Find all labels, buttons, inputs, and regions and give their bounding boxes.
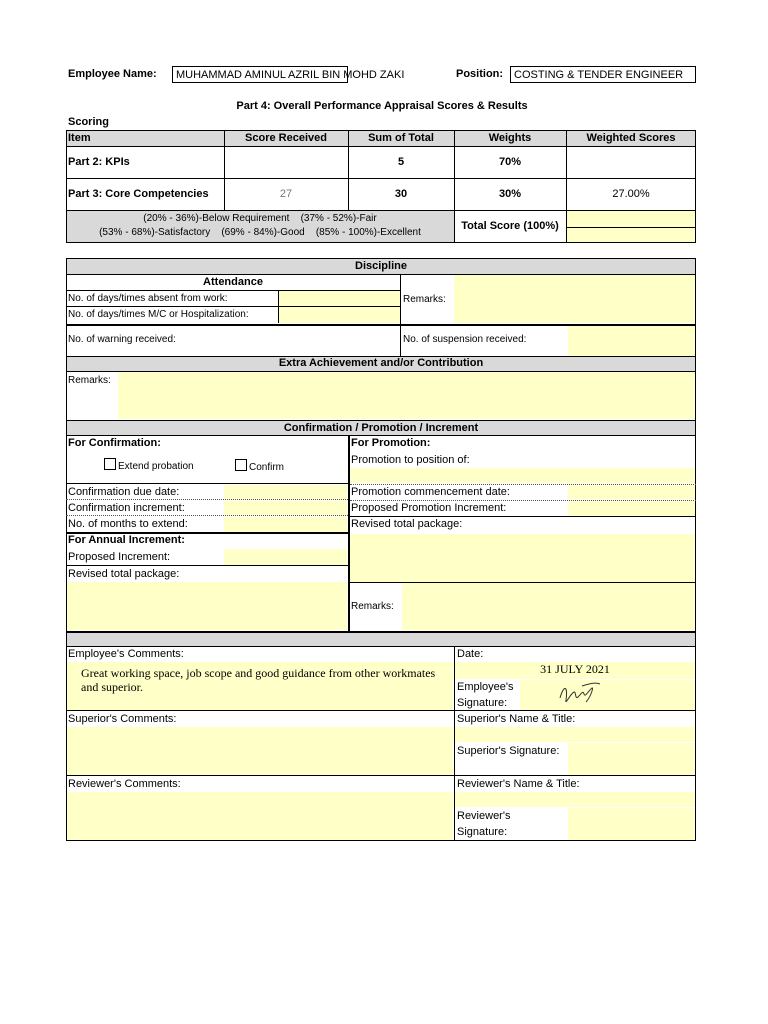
absent-label: No. of days/times absent from work:: [68, 293, 228, 304]
revised-total-right-input[interactable]: [350, 534, 695, 582]
row-core-item: Part 3: Core Competencies: [68, 188, 209, 200]
employee-name-field[interactable]: MUHAMMAD AMINUL AZRIL BIN MOHD ZAKI: [172, 66, 348, 83]
attendance-title: Attendance: [203, 276, 263, 288]
employee-signature-label-2: Signature:: [457, 697, 508, 709]
reviewer-comments-label: Reviewer's Comments:: [68, 778, 181, 790]
score-legend-1: (20% - 36%)-Below Requirement (37% - 52%)-Fair: [143, 213, 377, 224]
mc-label: No. of days/times M/C or Hospitalization:: [68, 309, 249, 320]
months-extend-input[interactable]: [224, 517, 347, 532]
row-kpis-item: Part 2: KPIs: [68, 156, 130, 168]
extra-remarks-label: Remarks:: [68, 375, 111, 386]
confirmation-due-input[interactable]: [224, 485, 347, 499]
reviewer-name-input[interactable]: [455, 792, 695, 807]
extra-remarks-input[interactable]: [118, 372, 695, 419]
date-value: 31 JULY 2021: [540, 662, 610, 676]
confirmation-increment-label: Confirmation increment:: [68, 502, 185, 514]
confirm-box[interactable]: [235, 459, 247, 471]
date-input[interactable]: [455, 662, 695, 679]
confirm-checkbox[interactable]: [235, 459, 284, 474]
cpi-remarks-label: Remarks:: [351, 601, 394, 612]
reviewer-signature-label-2: Signature:: [457, 826, 508, 838]
extend-probation-box[interactable]: [104, 458, 116, 470]
part4-title: Part 4: Overall Performance Appraisal Scores & Results: [236, 100, 528, 112]
row-kpis-weight: 70%: [498, 156, 522, 168]
reviewer-signature-label-1: Reviewer's: [457, 810, 511, 822]
revised-total-left-input[interactable]: [67, 582, 347, 630]
months-extend-label: No. of months to extend:: [68, 518, 188, 530]
scoring-label: Scoring: [68, 116, 109, 128]
for-confirmation-label: For Confirmation:: [68, 437, 161, 449]
suspension-label: No. of suspension received:: [403, 334, 527, 345]
total-score-label: Total Score (100%): [461, 220, 559, 232]
confirmation-due-label: Confirmation due date:: [68, 486, 180, 498]
promotion-position-input[interactable]: [350, 468, 695, 483]
score-legend-2: (53% - 68%)-Satisfactory (69% - 84%)-Good (85% - 100%)-Excellent: [99, 227, 421, 238]
absent-input[interactable]: [278, 291, 400, 306]
row-kpis-sum: 5: [397, 156, 405, 168]
discipline-remarks-label: Remarks:: [403, 294, 446, 305]
proposed-promotion-increment-label: Proposed Promotion Increment:: [351, 502, 507, 514]
superior-signature-input[interactable]: [568, 743, 695, 775]
employee-comments-label: Employee's Comments:: [68, 648, 184, 660]
header-item: Item: [68, 132, 91, 144]
promotion-to-label: Promotion to position of:: [351, 454, 470, 466]
proposed-promotion-increment-input[interactable]: [568, 501, 695, 516]
superior-name-input[interactable]: [455, 727, 695, 742]
confirmation-increment-input[interactable]: [224, 501, 347, 515]
confirm-label: Confirm: [249, 462, 285, 473]
extend-probation-checkbox[interactable]: [104, 458, 194, 473]
position-label: Position:: [456, 68, 504, 80]
row-core-weight: 30%: [498, 188, 522, 200]
proposed-increment-label: Proposed Increment:: [68, 551, 171, 563]
cpi-title: Confirmation / Promotion / Increment: [283, 422, 479, 434]
employee-name-label: Employee Name:: [68, 68, 157, 80]
row-core-sum: 30: [394, 188, 408, 200]
superior-name-label: Superior's Name & Title:: [457, 713, 576, 725]
superior-comments-input[interactable]: [67, 727, 453, 775]
proposed-increment-input[interactable]: [224, 549, 347, 565]
header-weights: Weights: [488, 132, 532, 144]
promotion-commencement-input[interactable]: [568, 485, 695, 499]
header-score-received: Score Received: [245, 132, 327, 144]
reviewer-signature-input[interactable]: [568, 808, 695, 840]
header-sum-total: Sum of Total: [368, 132, 434, 144]
warning-label: No. of warning received:: [68, 334, 176, 345]
reviewer-comments-input[interactable]: [67, 792, 453, 840]
discipline-remarks-input[interactable]: [454, 275, 695, 323]
cpi-remarks-input[interactable]: [402, 583, 695, 630]
superior-signature-label: Superior's Signature:: [457, 745, 560, 757]
reviewer-name-label: Reviewer's Name & Title:: [457, 778, 580, 790]
employee-signature-image: [556, 680, 602, 708]
suspension-input[interactable]: [568, 326, 695, 356]
employee-comments-text: Great working space, job scope and good guidance from other workmates and superior.: [81, 666, 436, 694]
superior-comments-label: Superior's Comments:: [68, 713, 177, 725]
for-promotion-label: For Promotion:: [351, 437, 431, 449]
header-weighted-scores: Weighted Scores: [586, 132, 676, 144]
discipline-title: Discipline: [355, 260, 407, 272]
promotion-commencement-label: Promotion commencement date:: [351, 486, 510, 498]
employee-signature-box[interactable]: [520, 680, 695, 710]
for-annual-label: For Annual Increment:: [68, 534, 185, 546]
date-label: Date:: [457, 648, 484, 660]
extend-probation-label: Extend probation: [118, 461, 194, 472]
employee-signature-label-1: Employee's: [457, 681, 514, 693]
row-core-weighted: 27.00%: [612, 188, 650, 200]
revised-total-left-label: Revised total package:: [68, 568, 180, 580]
extra-title: Extra Achievement and/or Contribution: [278, 357, 484, 369]
position-field[interactable]: COSTING & TENDER ENGINEER: [510, 66, 696, 83]
row-core-score[interactable]: 27: [279, 188, 293, 200]
revised-total-right-label: Revised total package:: [351, 518, 463, 530]
employee-comments-box[interactable]: [67, 662, 453, 710]
mc-input[interactable]: [278, 307, 400, 323]
